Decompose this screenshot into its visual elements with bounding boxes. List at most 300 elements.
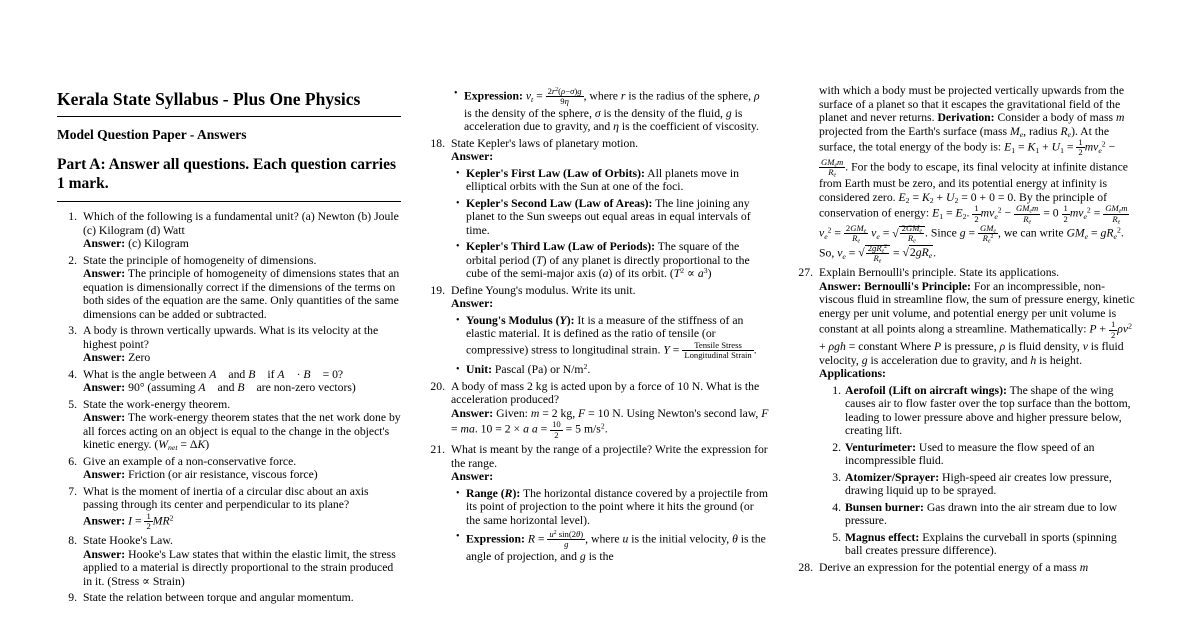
subscript: e <box>987 239 991 245</box>
math-var: R <box>504 486 513 500</box>
bullet-dot: • <box>456 167 460 179</box>
subscript: net <box>168 443 178 453</box>
application-item: 2. Venturimeter: Used to measure the flow speed of an incompressible fluid. <box>819 441 1137 468</box>
section-heading: Part A: Answer all questions. Each question carries 1 mark. <box>57 155 401 202</box>
fraction-denominator: 2 <box>146 520 151 531</box>
question-number: 7. <box>68 484 77 498</box>
fraction-denominator <box>1014 215 1040 224</box>
math-var: R <box>852 233 858 244</box>
fraction-denominator: 9η <box>560 96 569 107</box>
fraction <box>978 224 998 244</box>
question-text: Derive an expression for the potential energy of a mass m <box>819 560 1089 574</box>
math-var: K <box>921 190 930 204</box>
bullet-item: • Young's Modulus (Y): It is a measure of the stiffness of an elastic material. It is defined as the ratio of tensile (or compressive) stress to longitudinal strain. Y = $\frac{\text{Tensile Stress}}{\text{Longitudinal Strain}}$ . <box>456 313 757 361</box>
subscript: e <box>1028 219 1032 226</box>
bold-text: Answer: <box>83 381 126 394</box>
math-var: m <box>1079 560 1089 574</box>
math-var: g <box>577 86 582 96</box>
superscript: 2 <box>827 225 832 235</box>
bold-text: Applications: <box>819 367 886 381</box>
math-var: ma <box>460 422 475 436</box>
page-subtitle: Model Question Paper - Answers <box>57 127 247 142</box>
subscript: e <box>833 172 837 179</box>
fraction <box>144 512 152 532</box>
bold-text: Unit: <box>466 363 492 377</box>
fraction-denominator <box>1103 215 1129 224</box>
math-var: ρv <box>1117 323 1129 337</box>
fraction-denominator <box>900 234 924 243</box>
answer-text <box>451 150 769 164</box>
question-number: 4. <box>68 367 77 381</box>
subscript: e <box>928 251 933 261</box>
math-var: gR <box>872 242 882 253</box>
square-root <box>858 242 890 265</box>
fraction <box>972 204 980 224</box>
answer-text: Answer: The work-energy theorem states that the net work done by all forces acting on an object is equal to the change in the object's kinetic energy. $(W_{net} = \Delta K)$ <box>83 411 401 453</box>
application-number: 2. <box>832 440 841 454</box>
superscript: 2 <box>169 513 174 523</box>
fraction <box>1103 204 1129 224</box>
answer-text: Answer: Hooke's Law states that within the elastic limit, the stress applied to a material is directly proportional to the strain produced in it. (Stress ∝ Strain) <box>83 547 396 588</box>
vector-var: A⃗ <box>198 381 215 394</box>
question-text: Give an example of a non-conservative force. <box>83 454 297 468</box>
question-number: 5. <box>68 397 77 411</box>
fraction-denominator <box>547 540 585 549</box>
application-number: 3. <box>832 470 841 484</box>
math-var: E <box>1004 140 1012 154</box>
application-item: 3. Atomizer/Sprayer: High-speed air creates low pressure, drawing liquid up to be sprayed. <box>819 471 1137 498</box>
math-var: a <box>531 422 538 436</box>
question-text: State the relation between torque and angular momentum. <box>83 591 354 605</box>
math-var: gR <box>1100 226 1114 240</box>
math-var: σ <box>594 106 601 120</box>
question-item <box>425 443 769 563</box>
bullet-dot: • <box>456 314 460 326</box>
math-var: g <box>861 353 868 367</box>
math-var: E <box>932 206 940 220</box>
fraction-denominator <box>866 254 889 263</box>
fraction <box>1062 204 1070 224</box>
math-var: mv <box>1084 140 1099 154</box>
math-var: R <box>907 233 914 244</box>
math-var: GM <box>821 156 835 167</box>
question-text: State Kepler's laws of planetary motion. <box>451 136 639 150</box>
radical-sign: √ <box>902 246 909 260</box>
question-item <box>425 380 769 440</box>
bold-text: Answer: <box>83 468 126 481</box>
fraction-denominator: 2 <box>554 429 559 440</box>
math-var: v <box>819 226 825 240</box>
fraction <box>900 224 924 244</box>
subscript: 2 <box>905 196 910 206</box>
subscript: e <box>1029 208 1033 215</box>
application-item: 1. Aerofoil (Lift on aircraft wings): The shape of the wing causes air to flow faster over the top surface than the bottom, leading to lower pressure above and higher pressure below, creating lift. <box>819 384 1137 438</box>
subscript: e <box>1067 129 1072 139</box>
math-var: T <box>673 267 681 281</box>
answer-text: Answer: The principle of homogeneity of dimensions states that an equation is dimensionally correct if the dimensions of the terms on both sides of the equation are the same. Only quantities of the same dimensions can be added or subtracted. <box>83 267 400 321</box>
math-var: mv <box>1069 206 1084 220</box>
superscript: 2 <box>990 234 994 241</box>
application-item: 5. Magnus effect: Explains the curveball in sports (spinning ball creates pressure difference). <box>819 531 1137 558</box>
subscript: e <box>878 258 882 265</box>
question-text: A body is thrown vertically upwards. What is its velocity at the highest point? <box>83 324 379 351</box>
question-item <box>425 284 769 377</box>
math-var: I <box>128 514 133 528</box>
fraction-denominator <box>844 234 868 243</box>
application-number: 5. <box>832 530 841 544</box>
math-var: GM <box>905 223 920 234</box>
math-var: u <box>549 529 554 540</box>
application-number: 1. <box>832 383 841 397</box>
math-var: g <box>725 106 732 120</box>
math-var: m <box>530 406 540 420</box>
math-var: r <box>620 89 626 103</box>
math-var: h <box>1030 353 1037 367</box>
bullet-dot: • <box>454 88 458 99</box>
math-var: r <box>551 86 556 96</box>
math-var: a <box>697 267 704 281</box>
math-var: g <box>959 226 966 240</box>
bullet-item: • Unit: Pascal (Pa) or $N/m^2$. <box>456 362 591 377</box>
math-var: T <box>536 253 543 267</box>
question-text: What is the moment of inertia of a circular disc about an axis passing through its center and perpendicular to its plane? <box>83 484 369 511</box>
question-item <box>57 534 401 588</box>
bold-text: Answer: <box>451 150 494 164</box>
fraction <box>866 244 889 264</box>
bold-text: Aerofoil (Lift on aircraft wings): <box>845 383 1007 397</box>
vector-var: B⃗ <box>237 381 254 394</box>
math-var: U <box>946 190 955 204</box>
bold-text: Answer: <box>819 279 862 293</box>
bold-text: Answer: <box>451 297 494 311</box>
subscript: 2 <box>929 196 934 206</box>
question-item <box>57 455 401 482</box>
math-var: K <box>197 438 206 451</box>
radicand: $2gR_e$ <box>909 246 933 261</box>
bold-text: ): <box>512 486 521 500</box>
bold-text: Answer: <box>83 237 126 250</box>
subscript: e <box>876 231 880 241</box>
subscript: e <box>993 228 996 235</box>
math-var: u <box>622 532 629 546</box>
fraction-denominator: 2 <box>1110 329 1116 340</box>
math-var: GM <box>1016 203 1030 214</box>
bold-text: ): <box>566 313 575 327</box>
bold-text: Derivation: <box>937 111 995 124</box>
subscript: e <box>913 239 916 245</box>
superscript: 2 <box>553 530 557 537</box>
subscript: t <box>531 94 534 104</box>
question-item <box>57 485 401 532</box>
subscript: e <box>824 231 828 241</box>
question-text: Explain Bernoulli's principle. State its applications. <box>819 266 1060 280</box>
bold-text: Magnus effect: <box>845 530 920 544</box>
bullet-dot: • <box>456 531 460 543</box>
question-item <box>57 591 401 605</box>
superscript: 2 <box>583 362 588 372</box>
fraction <box>1014 204 1040 224</box>
math-var: g <box>579 549 586 563</box>
math-var: σ <box>570 86 575 96</box>
math-var: a <box>523 422 529 436</box>
bullet-dot: • <box>456 364 460 376</box>
math-var: ρ <box>999 340 1006 354</box>
math-var: F <box>761 406 769 420</box>
answer-text: Answer: Zero <box>83 351 151 364</box>
bold-text: Answer: <box>451 406 494 420</box>
radical-sign: √ <box>858 246 865 260</box>
bold-text: Answer: <box>83 411 126 424</box>
square-root <box>892 223 925 245</box>
question-text: Which of the following is a fundamental unit? (a) Newton (b) Joule (c) Kilogram (d) Watt <box>83 210 399 237</box>
bold-text: Venturimeter: <box>845 440 916 454</box>
math-var: θ <box>732 532 738 546</box>
bullet-dot: • <box>456 487 460 499</box>
superscript: 3 <box>703 266 708 276</box>
subscript: 1 <box>1011 145 1016 155</box>
bold-text: Kepler's Second Law (Law of Areas): <box>466 196 653 210</box>
superscript: 2 <box>680 266 685 276</box>
subscript: e <box>1113 231 1117 241</box>
subscript: e <box>1019 129 1024 139</box>
superscript: 2 <box>997 206 1002 216</box>
math-var: ρ <box>561 86 566 96</box>
fraction <box>844 224 868 244</box>
math-var: m <box>1115 111 1125 124</box>
question-number: 28. <box>798 560 813 574</box>
fraction-numerator: 1 <box>1063 203 1068 214</box>
subscript: e <box>863 228 867 235</box>
superscript: 2 <box>555 87 559 94</box>
math-var: v <box>837 246 843 260</box>
bullet-item: • Range (R): The horizontal distance covered by a projectile from its point of projection to the point where it hits the ground (or the same horizontal level). <box>456 486 768 527</box>
question-text: A body of mass 2 kg is acted upon by a force of 10 N. What is the acceleration produced? <box>451 379 760 407</box>
fraction-numerator: 1 <box>1110 319 1116 330</box>
math-var: Y <box>559 313 567 327</box>
math-var: Y <box>663 343 670 357</box>
math-var: θ <box>576 529 581 540</box>
question-item <box>57 254 401 322</box>
question-item <box>57 210 401 251</box>
bold-text: Answer: <box>83 514 126 528</box>
superscript: 2 <box>1086 206 1091 216</box>
math-var: mv <box>980 206 995 220</box>
question-item <box>57 368 401 395</box>
math-var: K <box>1027 140 1036 154</box>
math-var: W <box>158 438 169 451</box>
bullet-item: • Kepler's First Law (Law of Orbits): All planets move in elliptical orbits with the Sun at one of the foci. <box>456 166 739 194</box>
math-var: R <box>1060 124 1068 138</box>
fraction-numerator: $2GM_e$ <box>845 223 867 235</box>
bold-text: Expression: <box>466 532 525 546</box>
fraction-denominator <box>978 234 998 243</box>
subscript: 1 <box>1035 145 1040 155</box>
bold-text: Answer: <box>83 547 126 561</box>
math-var: E <box>955 206 963 220</box>
fraction-numerator: 1 <box>974 203 979 214</box>
subscript: e <box>1084 231 1089 241</box>
answer-text: Answer: (c) Kilogram <box>83 237 189 250</box>
math-var: E <box>898 190 906 204</box>
fraction <box>546 87 584 107</box>
bold-text: Answer: <box>83 351 126 364</box>
subscript: e <box>1118 208 1122 215</box>
question-text: Define Young's modulus. Write its unit. <box>451 283 636 297</box>
question-item <box>57 398 401 452</box>
bold-text: Kepler's First Law (Law of Orbits): <box>466 166 645 180</box>
fraction-denominator: 2 <box>1078 147 1083 158</box>
question-number: 21. <box>430 443 445 457</box>
bold-text: Range ( <box>466 486 505 500</box>
bullet-item: • Kepler's Second Law (Law of Areas): The line joining any planet to the Sun sweeps out equal areas in equal intervals of time. <box>456 196 751 237</box>
math-var: R <box>527 532 535 546</box>
document-columns <box>57 84 1137 626</box>
fraction-numerator: $2gR_e^2$ <box>867 242 888 255</box>
math-var: η <box>613 120 619 134</box>
answer-text: Answer: I = $\frac{1}{2}$ $MR^2$ <box>83 510 174 531</box>
math-var: GM <box>980 223 994 234</box>
fraction <box>682 341 753 361</box>
math-var: GM <box>1105 203 1119 214</box>
math-var: R <box>1023 213 1029 224</box>
math-var: m <box>1032 203 1039 214</box>
bold-text: Expression: <box>464 89 523 103</box>
math-var: R <box>873 253 879 264</box>
fraction-numerator: 1 <box>146 510 151 521</box>
bullet-item: • Expression: $v_t$ = $\frac{2r^2(\rho-\sigma)g}{9\eta}$ , where r is the radius of the sphere, ρ is the density of the sphere, σ is the density of the fluid, g is acceleration due to gravity, and η is the coefficient of viscosity. <box>454 86 760 134</box>
math-var: M <box>1009 124 1020 138</box>
superscript: 2 <box>884 243 888 250</box>
math-var: F <box>578 406 586 420</box>
math-var: GM <box>1066 226 1085 240</box>
subscript: e <box>834 162 837 169</box>
bold-text: Atomizer/Sprayer: <box>845 470 940 484</box>
fraction <box>819 158 845 178</box>
question-item <box>793 561 1137 575</box>
math-var: ρ <box>753 89 760 103</box>
subscript: e <box>1098 145 1102 155</box>
radicand <box>865 242 890 265</box>
page-title: Kerala State Syllabus - Plus One Physics <box>57 89 401 117</box>
bullet-dot: • <box>456 197 460 209</box>
fraction-numerator: 10 <box>552 419 561 430</box>
math-var: ρgh <box>828 340 846 354</box>
math-var: U <box>1051 140 1061 154</box>
vector-var: A⃗ <box>209 367 226 381</box>
bullet-item: • Kepler's Third Law (Law of Periods): The square of the orbital period (T) of any planet is directly proportional to the cube of the semi-major axis (a) of its orbit. $(T^2 \propto a^3)$ <box>456 240 750 281</box>
math-var: P <box>934 340 942 354</box>
question-item <box>793 266 1137 557</box>
fraction-denominator <box>819 168 845 177</box>
bold-text: Bunsen burner: <box>845 500 924 514</box>
subscript: e <box>1083 212 1087 222</box>
math-var: P <box>1089 323 1097 337</box>
square-root <box>902 246 933 259</box>
fraction-numerator <box>978 224 998 234</box>
math-var: R <box>982 233 988 244</box>
question-number: 2. <box>68 253 77 267</box>
question-number: 6. <box>68 454 77 468</box>
subscript: 2 <box>954 196 959 206</box>
fraction-numerator: $u^2$ sin(2θ) <box>549 529 584 540</box>
answer-text <box>451 470 769 484</box>
answer-text: Answer: Bernoulli's Principle: For an incompressible, non-viscous fluid in streamline flow, the sum of pressure energy, kinetic energy per unit volume, and potential energy per unit volume is constant at all points along a streamline. Mathematically: P + $\frac{1}{2}$ $\rho v^2 + \rho gh$ = constant Where P is pressure, ρ is fluid density, v is fluid velocity, g is acceleration due to gravity, and h is height. Applications: <box>819 279 1135 381</box>
fraction <box>550 420 563 440</box>
subscript: e <box>842 251 846 261</box>
math-var: m <box>837 156 844 167</box>
question-text: State the principle of homogeneity of dimensions. <box>83 253 317 267</box>
question-text: What is the angle between A⃗ and B⃗ if A⃗ · B⃗ = 0? <box>83 367 344 381</box>
question-number: 19. <box>430 283 445 297</box>
math-var: gR <box>915 246 929 260</box>
vector-var: A⃗ <box>277 367 294 381</box>
subscript: e <box>881 248 885 255</box>
math-var: MR <box>152 514 170 528</box>
math-var: GM <box>850 223 864 234</box>
vector-var: B⃗ <box>248 367 265 381</box>
question-number: 9. <box>68 591 77 605</box>
column-3 <box>793 84 1137 626</box>
question-text: State Hooke's Law. <box>83 534 173 548</box>
subscript: e <box>994 212 998 222</box>
math-var: v <box>1082 340 1088 354</box>
math-var: a <box>602 267 609 281</box>
superscript: 2 <box>1101 139 1106 149</box>
column-2 <box>425 84 769 626</box>
question-number: 8. <box>68 534 77 548</box>
answer-text: Answer: Given: m = 2 kg, F = 10 N. Using Newton's second law, F = ma. 10 = 2 × a a = $\frac{10}{2}$ = 5 $m/s^2$. <box>451 406 769 440</box>
question-text: What is meant by the range of a projectile? Write the expression for the range. <box>451 443 768 470</box>
fraction-numerator: $2GM_e$ <box>901 223 922 235</box>
fraction <box>1076 138 1084 158</box>
radicand <box>899 223 925 245</box>
subscript: e <box>857 239 860 245</box>
fraction-denominator: 2 <box>974 213 979 224</box>
fraction-numerator: 1 <box>1078 137 1083 147</box>
question-item <box>57 324 401 365</box>
question-text: State the work-energy theorem. <box>83 397 231 411</box>
bold-text: Young's Modulus ( <box>466 313 560 327</box>
math-var: m <box>1121 203 1128 214</box>
question-number: 3. <box>68 324 77 337</box>
math-var: η <box>564 96 569 107</box>
fraction-numerator: $2r^2(\rho-\sigma)g$ <box>547 86 582 96</box>
radical-sign: √ <box>892 226 899 240</box>
subscript: 1 <box>1060 145 1064 155</box>
application-number: 4. <box>832 500 841 514</box>
question-item <box>425 137 769 281</box>
bold-text: Answer: <box>83 267 126 280</box>
subscript: e <box>919 228 922 235</box>
fraction-denominator: 2 <box>1063 213 1068 224</box>
subscript: e <box>1117 219 1121 226</box>
math-var: R <box>828 167 834 178</box>
question-number: 27. <box>798 266 813 280</box>
bullet-item: • Expression: R = $\frac{u^2 \sin(2\theta)}{g}$ , where u is the initial velocity, θ is the angle of projection, and g is the <box>456 529 766 563</box>
answer-text <box>451 297 769 311</box>
fraction <box>547 530 585 550</box>
math-var: R <box>1112 213 1118 224</box>
superscript: 2 <box>1128 322 1132 332</box>
application-item: 4. Bunsen burner: Gas drawn into the air stream due to low pressure. <box>819 501 1137 528</box>
answer-text: Answer: Friction (or air resistance, viscous force) <box>83 468 318 481</box>
math-var: g <box>564 539 569 550</box>
bold-text <box>560 314 567 327</box>
fraction-denominator: Longitudinal Strain <box>684 350 752 361</box>
answer-text: Answer: 90° (assuming A⃗ and B⃗ are non-zero vectors) <box>83 381 356 394</box>
bold-text: Kepler's Third Law (Law of Periods): <box>466 240 656 254</box>
bold-text: Answer: <box>451 470 494 484</box>
